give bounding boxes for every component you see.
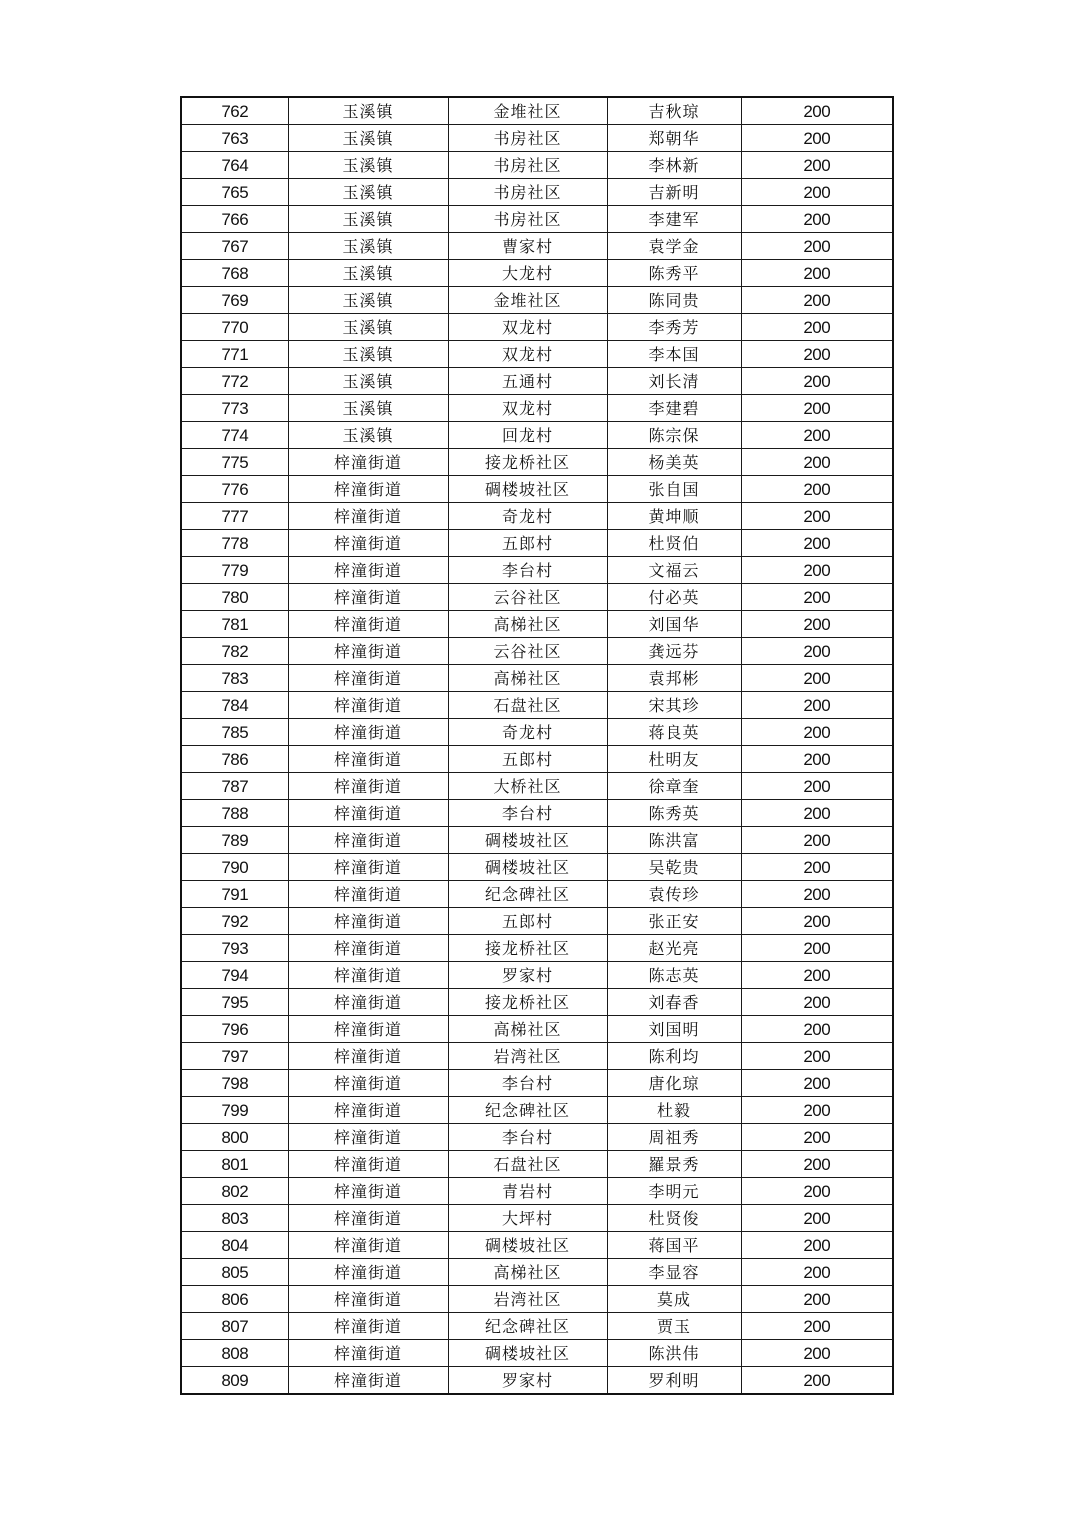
cell-amount: 200 xyxy=(741,1124,893,1151)
cell-village: 大坪村 xyxy=(448,1205,607,1232)
cell-town: 梓潼街道 xyxy=(288,692,448,719)
cell-village: 李台村 xyxy=(448,1124,607,1151)
cell-person-name: 刘国华 xyxy=(607,611,741,638)
cell-person-name: 刘春香 xyxy=(607,989,741,1016)
cell-serial-number: 809 xyxy=(181,1367,288,1395)
cell-serial-number: 766 xyxy=(181,206,288,233)
cell-amount: 200 xyxy=(741,584,893,611)
cell-person-name: 李秀芳 xyxy=(607,314,741,341)
cell-person-name: 陈秀平 xyxy=(607,260,741,287)
cell-amount: 200 xyxy=(741,1340,893,1367)
cell-village: 双龙村 xyxy=(448,341,607,368)
cell-town: 梓潼街道 xyxy=(288,638,448,665)
cell-serial-number: 787 xyxy=(181,773,288,800)
cell-amount: 200 xyxy=(741,152,893,179)
cell-village: 奇龙村 xyxy=(448,719,607,746)
cell-person-name: 李明元 xyxy=(607,1178,741,1205)
cell-amount: 200 xyxy=(741,800,893,827)
cell-person-name: 赵光亮 xyxy=(607,935,741,962)
table-row xyxy=(181,584,893,611)
cell-town: 梓潼街道 xyxy=(288,1259,448,1286)
cell-person-name: 贾玉 xyxy=(607,1313,741,1340)
cell-town: 梓潼街道 xyxy=(288,935,448,962)
cell-town: 梓潼街道 xyxy=(288,1016,448,1043)
cell-amount: 200 xyxy=(741,773,893,800)
table-row xyxy=(181,692,893,719)
cell-person-name: 蒋良英 xyxy=(607,719,741,746)
cell-person-name: 陈志英 xyxy=(607,962,741,989)
table-row xyxy=(181,773,893,800)
cell-amount: 200 xyxy=(741,746,893,773)
cell-serial-number: 804 xyxy=(181,1232,288,1259)
cell-amount: 200 xyxy=(741,692,893,719)
cell-village: 纪念碑社区 xyxy=(448,1097,607,1124)
cell-village: 五郎村 xyxy=(448,908,607,935)
cell-person-name: 杜毅 xyxy=(607,1097,741,1124)
cell-village: 岩湾社区 xyxy=(448,1286,607,1313)
cell-person-name: 吴乾贵 xyxy=(607,854,741,881)
cell-village: 回龙村 xyxy=(448,422,607,449)
cell-town: 梓潼街道 xyxy=(288,881,448,908)
cell-serial-number: 773 xyxy=(181,395,288,422)
table-row xyxy=(181,422,893,449)
table-row xyxy=(181,638,893,665)
cell-person-name: 杜明友 xyxy=(607,746,741,773)
cell-serial-number: 767 xyxy=(181,233,288,260)
cell-person-name: 罗利明 xyxy=(607,1367,741,1395)
cell-village: 高梯社区 xyxy=(448,665,607,692)
table-row xyxy=(181,530,893,557)
cell-town: 玉溪镇 xyxy=(288,287,448,314)
cell-serial-number: 780 xyxy=(181,584,288,611)
table-row xyxy=(181,1070,893,1097)
table-row xyxy=(181,908,893,935)
table-row xyxy=(181,1367,893,1395)
cell-village: 碉楼坡社区 xyxy=(448,827,607,854)
cell-person-name: 杜贤伯 xyxy=(607,530,741,557)
cell-amount: 200 xyxy=(741,179,893,206)
cell-serial-number: 777 xyxy=(181,503,288,530)
cell-serial-number: 775 xyxy=(181,449,288,476)
cell-village: 李台村 xyxy=(448,1070,607,1097)
cell-village: 五郎村 xyxy=(448,746,607,773)
cell-person-name: 刘国明 xyxy=(607,1016,741,1043)
cell-town: 玉溪镇 xyxy=(288,341,448,368)
cell-person-name: 陈洪伟 xyxy=(607,1340,741,1367)
cell-town: 梓潼街道 xyxy=(288,827,448,854)
cell-village: 碉楼坡社区 xyxy=(448,1232,607,1259)
cell-village: 岩湾社区 xyxy=(448,1043,607,1070)
cell-village: 纪念碑社区 xyxy=(448,881,607,908)
cell-serial-number: 774 xyxy=(181,422,288,449)
table-row xyxy=(181,611,893,638)
cell-amount: 200 xyxy=(741,1070,893,1097)
cell-amount: 200 xyxy=(741,1313,893,1340)
cell-amount: 200 xyxy=(741,557,893,584)
cell-town: 梓潼街道 xyxy=(288,746,448,773)
table-row xyxy=(181,1178,893,1205)
cell-amount: 200 xyxy=(741,1367,893,1395)
cell-village: 五通村 xyxy=(448,368,607,395)
cell-person-name: 陈同贵 xyxy=(607,287,741,314)
cell-person-name: 李建碧 xyxy=(607,395,741,422)
cell-amount: 200 xyxy=(741,962,893,989)
cell-person-name: 唐化琼 xyxy=(607,1070,741,1097)
cell-town: 玉溪镇 xyxy=(288,233,448,260)
cell-serial-number: 792 xyxy=(181,908,288,935)
cell-amount: 200 xyxy=(741,476,893,503)
cell-amount: 200 xyxy=(741,422,893,449)
cell-village: 接龙桥社区 xyxy=(448,989,607,1016)
cell-serial-number: 799 xyxy=(181,1097,288,1124)
cell-amount: 200 xyxy=(741,395,893,422)
cell-village: 大龙村 xyxy=(448,260,607,287)
cell-town: 梓潼街道 xyxy=(288,1124,448,1151)
cell-amount: 200 xyxy=(741,908,893,935)
table-row xyxy=(181,314,893,341)
cell-serial-number: 779 xyxy=(181,557,288,584)
cell-serial-number: 795 xyxy=(181,989,288,1016)
cell-person-name: 李建军 xyxy=(607,206,741,233)
roster-table-body xyxy=(181,97,893,1394)
table-row xyxy=(181,260,893,287)
cell-amount: 200 xyxy=(741,341,893,368)
cell-serial-number: 786 xyxy=(181,746,288,773)
cell-amount: 200 xyxy=(741,935,893,962)
cell-person-name: 黄坤顺 xyxy=(607,503,741,530)
cell-amount: 200 xyxy=(741,1178,893,1205)
cell-amount: 200 xyxy=(741,1205,893,1232)
cell-person-name: 周祖秀 xyxy=(607,1124,741,1151)
cell-town: 梓潼街道 xyxy=(288,584,448,611)
cell-amount: 200 xyxy=(741,368,893,395)
cell-village: 碉楼坡社区 xyxy=(448,854,607,881)
cell-town: 梓潼街道 xyxy=(288,530,448,557)
cell-amount: 200 xyxy=(741,611,893,638)
cell-serial-number: 778 xyxy=(181,530,288,557)
cell-serial-number: 801 xyxy=(181,1151,288,1178)
cell-town: 玉溪镇 xyxy=(288,152,448,179)
cell-village: 接龙桥社区 xyxy=(448,449,607,476)
cell-amount: 200 xyxy=(741,881,893,908)
cell-village: 双龙村 xyxy=(448,395,607,422)
cell-serial-number: 782 xyxy=(181,638,288,665)
cell-amount: 200 xyxy=(741,1286,893,1313)
cell-town: 梓潼街道 xyxy=(288,1070,448,1097)
table-row xyxy=(181,962,893,989)
cell-person-name: 文福云 xyxy=(607,557,741,584)
cell-person-name: 陈宗保 xyxy=(607,422,741,449)
subsidy-roster-table xyxy=(180,96,894,1395)
cell-serial-number: 772 xyxy=(181,368,288,395)
cell-amount: 200 xyxy=(741,719,893,746)
cell-amount: 200 xyxy=(741,638,893,665)
table-row xyxy=(181,989,893,1016)
cell-town: 梓潼街道 xyxy=(288,476,448,503)
cell-amount: 200 xyxy=(741,1016,893,1043)
cell-village: 书房社区 xyxy=(448,206,607,233)
table-row xyxy=(181,1205,893,1232)
cell-village: 金堆社区 xyxy=(448,287,607,314)
cell-person-name: 张自国 xyxy=(607,476,741,503)
cell-serial-number: 764 xyxy=(181,152,288,179)
cell-serial-number: 765 xyxy=(181,179,288,206)
cell-person-name: 陈洪富 xyxy=(607,827,741,854)
cell-town: 玉溪镇 xyxy=(288,422,448,449)
cell-town: 梓潼街道 xyxy=(288,908,448,935)
cell-town: 梓潼街道 xyxy=(288,1205,448,1232)
cell-amount: 200 xyxy=(741,827,893,854)
cell-village: 书房社区 xyxy=(448,152,607,179)
cell-amount: 200 xyxy=(741,449,893,476)
cell-serial-number: 797 xyxy=(181,1043,288,1070)
table-row xyxy=(181,179,893,206)
cell-amount: 200 xyxy=(741,989,893,1016)
cell-amount: 200 xyxy=(741,260,893,287)
cell-village: 高梯社区 xyxy=(448,1259,607,1286)
cell-village: 书房社区 xyxy=(448,179,607,206)
cell-person-name: 袁邦彬 xyxy=(607,665,741,692)
cell-town: 梓潼街道 xyxy=(288,1286,448,1313)
table-row xyxy=(181,368,893,395)
cell-person-name: 郑朝华 xyxy=(607,125,741,152)
cell-serial-number: 784 xyxy=(181,692,288,719)
cell-person-name: 付必英 xyxy=(607,584,741,611)
cell-amount: 200 xyxy=(741,1151,893,1178)
cell-town: 梓潼街道 xyxy=(288,1367,448,1395)
table-row xyxy=(181,881,893,908)
cell-person-name: 陈秀英 xyxy=(607,800,741,827)
cell-village: 云谷社区 xyxy=(448,584,607,611)
cell-village: 双龙村 xyxy=(448,314,607,341)
cell-serial-number: 791 xyxy=(181,881,288,908)
cell-village: 碉楼坡社区 xyxy=(448,1340,607,1367)
cell-serial-number: 808 xyxy=(181,1340,288,1367)
cell-village: 大桥社区 xyxy=(448,773,607,800)
cell-serial-number: 794 xyxy=(181,962,288,989)
cell-person-name: 李本国 xyxy=(607,341,741,368)
table-row xyxy=(181,1340,893,1367)
cell-serial-number: 798 xyxy=(181,1070,288,1097)
cell-town: 玉溪镇 xyxy=(288,97,448,125)
cell-serial-number: 769 xyxy=(181,287,288,314)
cell-village: 李台村 xyxy=(448,800,607,827)
cell-town: 梓潼街道 xyxy=(288,800,448,827)
cell-village: 五郎村 xyxy=(448,530,607,557)
cell-person-name: 羅景秀 xyxy=(607,1151,741,1178)
table-row xyxy=(181,827,893,854)
table-row xyxy=(181,935,893,962)
table-row xyxy=(181,1151,893,1178)
cell-serial-number: 770 xyxy=(181,314,288,341)
cell-serial-number: 796 xyxy=(181,1016,288,1043)
cell-town: 梓潼街道 xyxy=(288,1340,448,1367)
table-row xyxy=(181,1313,893,1340)
cell-town: 梓潼街道 xyxy=(288,773,448,800)
cell-person-name: 袁传珍 xyxy=(607,881,741,908)
cell-person-name: 陈利均 xyxy=(607,1043,741,1070)
cell-village: 金堆社区 xyxy=(448,97,607,125)
table-row xyxy=(181,395,893,422)
table-row xyxy=(181,233,893,260)
cell-serial-number: 807 xyxy=(181,1313,288,1340)
cell-town: 玉溪镇 xyxy=(288,206,448,233)
cell-village: 石盘社区 xyxy=(448,1151,607,1178)
table-row xyxy=(181,854,893,881)
cell-amount: 200 xyxy=(741,314,893,341)
cell-town: 梓潼街道 xyxy=(288,557,448,584)
cell-serial-number: 800 xyxy=(181,1124,288,1151)
cell-amount: 200 xyxy=(741,530,893,557)
table-row xyxy=(181,125,893,152)
cell-serial-number: 806 xyxy=(181,1286,288,1313)
cell-town: 梓潼街道 xyxy=(288,962,448,989)
cell-person-name: 李显容 xyxy=(607,1259,741,1286)
cell-serial-number: 768 xyxy=(181,260,288,287)
cell-village: 曹家村 xyxy=(448,233,607,260)
cell-town: 梓潼街道 xyxy=(288,449,448,476)
cell-person-name: 杨美英 xyxy=(607,449,741,476)
cell-village: 高梯社区 xyxy=(448,1016,607,1043)
cell-town: 梓潼街道 xyxy=(288,665,448,692)
cell-serial-number: 785 xyxy=(181,719,288,746)
cell-person-name: 袁学金 xyxy=(607,233,741,260)
cell-town: 梓潼街道 xyxy=(288,1313,448,1340)
table-row xyxy=(181,665,893,692)
cell-town: 梓潼街道 xyxy=(288,1151,448,1178)
cell-town: 玉溪镇 xyxy=(288,125,448,152)
cell-person-name: 杜贤俊 xyxy=(607,1205,741,1232)
table-row xyxy=(181,503,893,530)
cell-village: 罗家村 xyxy=(448,962,607,989)
table-row xyxy=(181,1097,893,1124)
cell-amount: 200 xyxy=(741,1097,893,1124)
table-row xyxy=(181,287,893,314)
cell-amount: 200 xyxy=(741,206,893,233)
cell-village: 云谷社区 xyxy=(448,638,607,665)
cell-town: 玉溪镇 xyxy=(288,260,448,287)
table-row xyxy=(181,1016,893,1043)
cell-person-name: 吉秋琼 xyxy=(607,97,741,125)
table-row xyxy=(181,719,893,746)
cell-serial-number: 793 xyxy=(181,935,288,962)
cell-town: 梓潼街道 xyxy=(288,611,448,638)
cell-amount: 200 xyxy=(741,233,893,260)
cell-town: 梓潼街道 xyxy=(288,503,448,530)
cell-person-name: 张正安 xyxy=(607,908,741,935)
cell-village: 李台村 xyxy=(448,557,607,584)
cell-serial-number: 762 xyxy=(181,97,288,125)
cell-town: 玉溪镇 xyxy=(288,395,448,422)
cell-serial-number: 802 xyxy=(181,1178,288,1205)
cell-person-name: 徐章奎 xyxy=(607,773,741,800)
cell-amount: 200 xyxy=(741,1259,893,1286)
cell-person-name: 李林新 xyxy=(607,152,741,179)
cell-town: 玉溪镇 xyxy=(288,179,448,206)
cell-serial-number: 781 xyxy=(181,611,288,638)
cell-serial-number: 788 xyxy=(181,800,288,827)
cell-town: 梓潼街道 xyxy=(288,1097,448,1124)
cell-person-name: 吉新明 xyxy=(607,179,741,206)
table-row xyxy=(181,1043,893,1070)
cell-town: 玉溪镇 xyxy=(288,368,448,395)
cell-town: 梓潼街道 xyxy=(288,1178,448,1205)
cell-amount: 200 xyxy=(741,125,893,152)
cell-amount: 200 xyxy=(741,1232,893,1259)
cell-person-name: 莫成 xyxy=(607,1286,741,1313)
table-row xyxy=(181,1286,893,1313)
cell-village: 青岩村 xyxy=(448,1178,607,1205)
table-row xyxy=(181,1232,893,1259)
cell-village: 纪念碑社区 xyxy=(448,1313,607,1340)
table-row xyxy=(181,449,893,476)
table-row xyxy=(181,557,893,584)
table-row xyxy=(181,746,893,773)
cell-amount: 200 xyxy=(741,287,893,314)
table-row xyxy=(181,476,893,503)
cell-village: 碉楼坡社区 xyxy=(448,476,607,503)
cell-town: 梓潼街道 xyxy=(288,989,448,1016)
cell-town: 梓潼街道 xyxy=(288,854,448,881)
cell-amount: 200 xyxy=(741,665,893,692)
cell-town: 玉溪镇 xyxy=(288,314,448,341)
cell-village: 罗家村 xyxy=(448,1367,607,1395)
cell-town: 梓潼街道 xyxy=(288,719,448,746)
cell-town: 梓潼街道 xyxy=(288,1232,448,1259)
cell-serial-number: 776 xyxy=(181,476,288,503)
cell-amount: 200 xyxy=(741,1043,893,1070)
cell-village: 书房社区 xyxy=(448,125,607,152)
cell-serial-number: 789 xyxy=(181,827,288,854)
cell-serial-number: 771 xyxy=(181,341,288,368)
cell-serial-number: 763 xyxy=(181,125,288,152)
cell-village: 高梯社区 xyxy=(448,611,607,638)
cell-village: 接龙桥社区 xyxy=(448,935,607,962)
table-row xyxy=(181,1259,893,1286)
cell-serial-number: 805 xyxy=(181,1259,288,1286)
cell-serial-number: 790 xyxy=(181,854,288,881)
cell-person-name: 刘长清 xyxy=(607,368,741,395)
cell-amount: 200 xyxy=(741,97,893,125)
table-row xyxy=(181,206,893,233)
cell-village: 奇龙村 xyxy=(448,503,607,530)
cell-village: 石盘社区 xyxy=(448,692,607,719)
table-row xyxy=(181,152,893,179)
cell-amount: 200 xyxy=(741,503,893,530)
cell-town: 梓潼街道 xyxy=(288,1043,448,1070)
cell-person-name: 蒋国平 xyxy=(607,1232,741,1259)
table-row xyxy=(181,97,893,125)
table-row xyxy=(181,800,893,827)
table-row xyxy=(181,1124,893,1151)
table-row xyxy=(181,341,893,368)
cell-amount: 200 xyxy=(741,854,893,881)
cell-person-name: 龚远芬 xyxy=(607,638,741,665)
cell-serial-number: 783 xyxy=(181,665,288,692)
cell-person-name: 宋其珍 xyxy=(607,692,741,719)
cell-serial-number: 803 xyxy=(181,1205,288,1232)
